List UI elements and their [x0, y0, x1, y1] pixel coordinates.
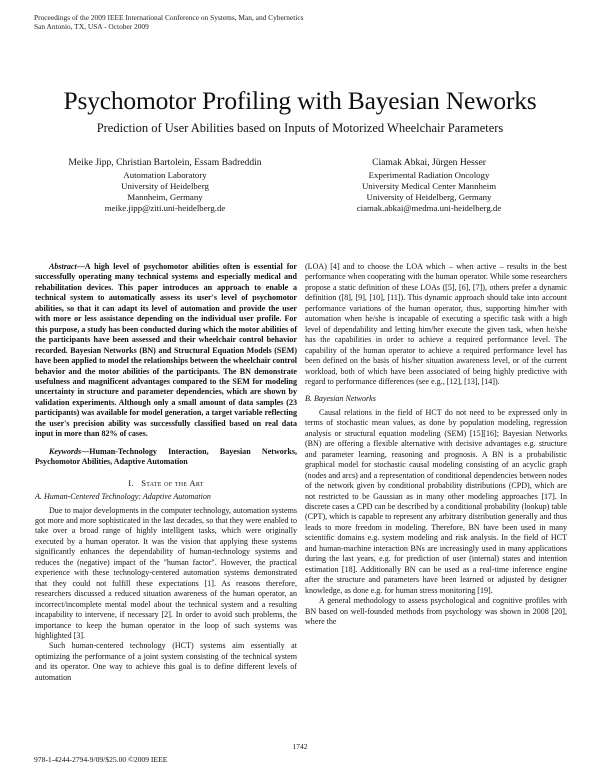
author-affiliation: Experimental Radiation Oncology	[368, 170, 490, 180]
conference-header	[34, 13, 303, 31]
left-column	[35, 262, 297, 683]
page-number: 1742	[292, 742, 308, 751]
author-affiliation: Mannheim, Germany	[127, 192, 203, 202]
conference-line-2: San Antonio, TX, USA - October 2009	[34, 22, 149, 31]
abstract-label: Abstract	[49, 262, 77, 271]
subsection-heading-b: B. Bayesian Networks	[305, 394, 376, 404]
body-paragraph: Due to major developments in the computer technology, automation systems got more and more sophisticated in the last decades, so that they were enabled to take over a broad range of highly intelligent tasks, which were originally executed by a human operator. It was the vision that applying these systems significantly enhances the dependability of human-technology systems and reduces the (negative) impact of the "human factor". However, the practical experience with these technology-centered automation systems demonstrated that they could not fulfill these expectations [1]. As reasons therefore, researchers discussed a reduced situation awareness of the human operator, an incorrect/incomplete mental model about the technical system and a resulting incapability to intervene, if necessary [2]. In order to avoid such problems, the importance to keep the human operator in the loop of such systems was highlighted [3].	[35, 505, 297, 640]
abstract	[35, 262, 297, 440]
author-names: Ciamak Abkai, Jürgen Hesser	[372, 157, 486, 168]
author-names: Meike Jipp, Christian Bartolein, Essam Badreddin	[68, 157, 262, 168]
paper-title: Psychomotor Profiling with Bayesian Neworks	[63, 86, 537, 115]
author-email: ciamak.abkai@medma.uni-heidelberg.de	[356, 203, 502, 213]
body-paragraph: Causal relations in the field of HCT do not need to be expressed only in terms of stochastic mean values, as done by population modeling, regression analysis or structural equation modeling (SEM) [15][16]; Bayesian Networks (BN) are offering a flexible alternative with decisive advantages e.g. structure and parameter learning, reasoning and prognosis. A BN is a probabilistic graphical model for stochastic causal modeling consisting of an acyclic graph (nodes and arcs) and a representation of conditional dependencies between nodes of the network given by conditional probability distributions (CPD), which are not restricted to be Gaussian as in many other modeling approaches [17]. In discrete cases a CPD can be described by a conditional probability (lookup) table (CPT), which is capable to represent any arbitrary distribution generally and thus leads to more freedom in modeling. Therefore, BN have been used in many scientific domains e.g. system modeling and risk analysis. In the field of HCT and human-machine interaction BNs are increasingly used in many applications during the last years, e.g. for prediction of user (internal) states and intention estimation [18]. Additionally BN can be used as a real-time inference engine after the structure and parameters have been learned or adjusted by designer knowledge, as done e.g. for human stress monitoring [19].	[305, 407, 567, 595]
conference-line-1: Proceedings of the 2009 IEEE International Conference on Systems, Man, and Cybernetics	[34, 13, 304, 22]
section-title: State of the Art	[141, 477, 204, 488]
author-block-1	[35, 156, 295, 214]
keywords-text: —Human-Technology Interaction, Bayesian Networks, Psychomotor Abilities, Adaptive Automation	[35, 446, 297, 467]
author-affiliation: University Medical Center Mannheim	[361, 181, 497, 191]
author-affiliation: University of Heidelberg	[121, 181, 209, 191]
keywords-label: Keywords	[49, 446, 82, 456]
right-column	[305, 262, 567, 627]
body-paragraph: (LOA) [4] and to choose the LOA which – when active – results in the best performance when cooperating with the human operator. While some researchers propose a static definition of these LOAs ([5], [6], [7]), others prefer a dynamic definition ([8], [9], [10], [11]). This dynamic approach should take into account performance variations of the human operator, thus, supporting him/her with automation when he/she is incapable of executing a specific task with a high level of dependability and letting him/her execute the given task, when he/she has the capabilities in order to achieve a required performance level. The capability of the human operator to achieve a required performance level has been defined on the basis of his/her situation awareness level, or of the current workload, both of which have been associated of being highly predictive with regard to performance differences (see e.g., [12], [13], [14]).	[305, 262, 567, 386]
subsection-heading-a: A. Human-Centered Technology: Adaptive Automation	[35, 492, 211, 502]
author-affiliation: University of Heidelberg, Germany	[366, 192, 492, 202]
author-block-2	[295, 156, 563, 214]
body-paragraph: Such human-centered technology (HCT) systems aim essentially at optimizing the performance of a joint system consisting of the technical system and its operator. One way to achieve this goal is to define different levels of automation	[35, 641, 297, 682]
author-email: meike.jipp@ziti.uni-heidelberg.de	[104, 203, 226, 213]
copyright-line: 978-1-4244-2794-9/09/$25.00 ©2009 IEEE	[34, 755, 168, 764]
section-heading	[35, 478, 297, 488]
section-numeral: I.	[128, 477, 134, 488]
abstract-text: —A high level of psychomotor abilities often is essential for successfully operating many technical systems and especially medical and rehabilitation devices. This paper introduces an approach to enable a technical system to automatically assess its user's level of psychomotor abilities, so that it can adapt its level of automation and provide the user with more or less assistance depending on the individual user profile. For this purpose, a study has been conducted during which the motor abilities of the participants have been assessed and their wheelchair control behavior recorded. Bayesian Networks (BN) and Structural Equation Models (SEM) have been applied to model the relationships between the wheelchair control behavior and the motor abilities of the participants. The BN demonstrate usefulness and magnificent advantages compared to the SEM for modeling uncertainty in structure and parameter dependencies, which are shown by validation experiments. Although only a small amount of data samples (23 participants) was available for model generation, a target variable reflecting the user's precision ability was successfully classified based on real data input in more than 82% of cases.	[35, 262, 297, 439]
body-paragraph: A general methodology to assess psychological and cognitive profiles with BN based on well-founded methods from psychology was shown in 2008 [20], where the	[305, 596, 567, 626]
paper-subtitle: Prediction of User Abilities based on Inputs of Motorized Wheelchair Parameters	[96, 121, 504, 135]
keywords	[35, 447, 297, 468]
author-affiliation: Automation Laboratory	[123, 170, 207, 180]
